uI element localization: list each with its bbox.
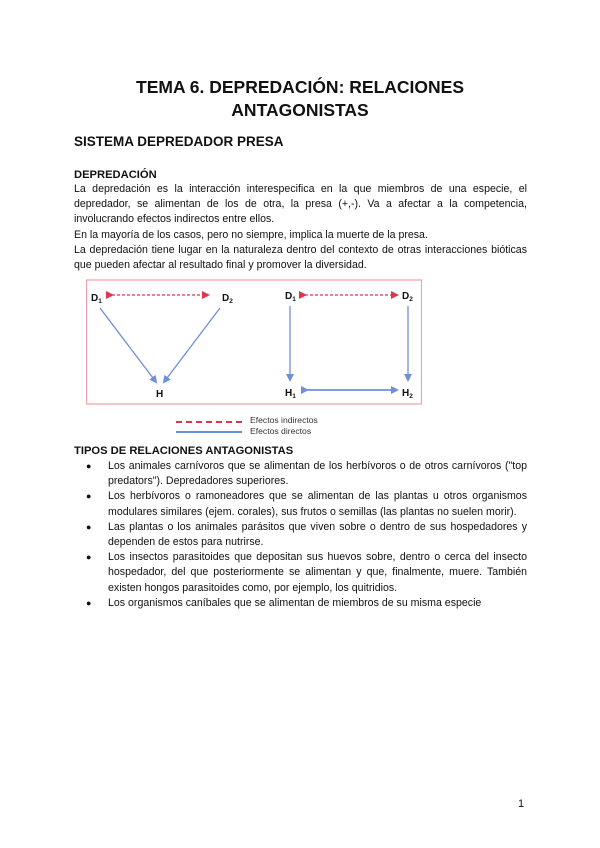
left-direct-arrow-1	[100, 308, 156, 382]
left-direct-arrow-2	[164, 308, 220, 382]
legend-indirect-swatch	[176, 421, 242, 423]
left-h-label: H	[156, 389, 164, 400]
left-d1-label: $D_1$	[91, 293, 102, 305]
list-item: ● Los organismos caníbales que se alimentan de miembros de su misma especie	[74, 596, 527, 611]
right-h2-label: $H_2$	[402, 388, 413, 400]
page-title	[0, 76, 600, 122]
bullet-icon: ●	[86, 491, 92, 502]
paragraph-2: En la mayoría de los casos, pero no siempre, implica la muerte de la presa.	[74, 228, 428, 241]
diagram-frame	[87, 280, 422, 404]
page-number: 1	[518, 798, 525, 810]
bullet-icon: ●	[86, 461, 92, 471]
section-heading: SISTEMA DEPREDADOR PRESA	[74, 134, 284, 149]
list-item: ● Las plantas o los animales parásitos que viven sobre o dentro de sus hospedadores y dependen de estos para nutrirse.	[86, 520, 527, 549]
diagram-legend	[172, 412, 332, 440]
tipos-list	[74, 459, 527, 611]
bullet-icon: ●	[86, 521, 92, 532]
tipos-heading: TIPOS DE RELACIONES ANTAGONISTAS	[74, 445, 294, 457]
depredacion-heading: DEPREDACIÓN	[74, 169, 157, 181]
predator-prey-diagram	[86, 278, 422, 406]
paragraph-3: La depredación tiene lugar en la naturaleza dentro del contexto de otras interacciones bióticas que pueden afectar al resultado final y promover la diversidad.	[74, 243, 527, 272]
title-line-2: ANTAGONISTAS	[231, 100, 369, 120]
list-item: ● Los herbívoros o ramoneadores que se alimentan de las plantas u otros organismos modulares similares (ejem. corales), sus frutos o semillas (las plantas no suelen morir).	[86, 490, 527, 518]
left-d2-label: $D_2$	[222, 293, 233, 305]
right-d2-label: $D_2$	[402, 291, 413, 303]
legend-direct-label: Efectos directos	[250, 426, 312, 436]
depredacion-text	[74, 182, 527, 273]
legend-direct-swatch	[176, 431, 242, 433]
bullet-icon: ●	[86, 597, 92, 608]
legend-indirect-label: Efectos indirectos	[250, 415, 318, 425]
list-item: ● Los animales carnívoros que se alimentan de los herbívoros o de otros carnívoros ("top predators"). Depredadores superiores.	[86, 460, 527, 488]
right-h1-label: $H_1$	[285, 388, 296, 400]
title-line-1: TEMA 6. DEPREDACIÓN: RELACIONES	[136, 77, 464, 97]
paragraph-1: La depredación es la interacción interespecifica en la que miembros de una especie, el depredador, se alimentan de los de otra, la presa (+,-). Va a afectar a la competencia, involucrando efectos indirectos entre ellos.	[74, 183, 527, 226]
list-item: ● Los insectos parasitoides que depositan sus huevos sobre, dentro o cerca del insecto hospedador, del que posteriormente se alimentan y que, finalmente, muere. También existen hongos parasitoides como, por ejemplo, los quitridios.	[86, 551, 527, 594]
bullet-icon: ●	[86, 552, 92, 563]
right-d1-label: $D_1$	[285, 291, 296, 303]
